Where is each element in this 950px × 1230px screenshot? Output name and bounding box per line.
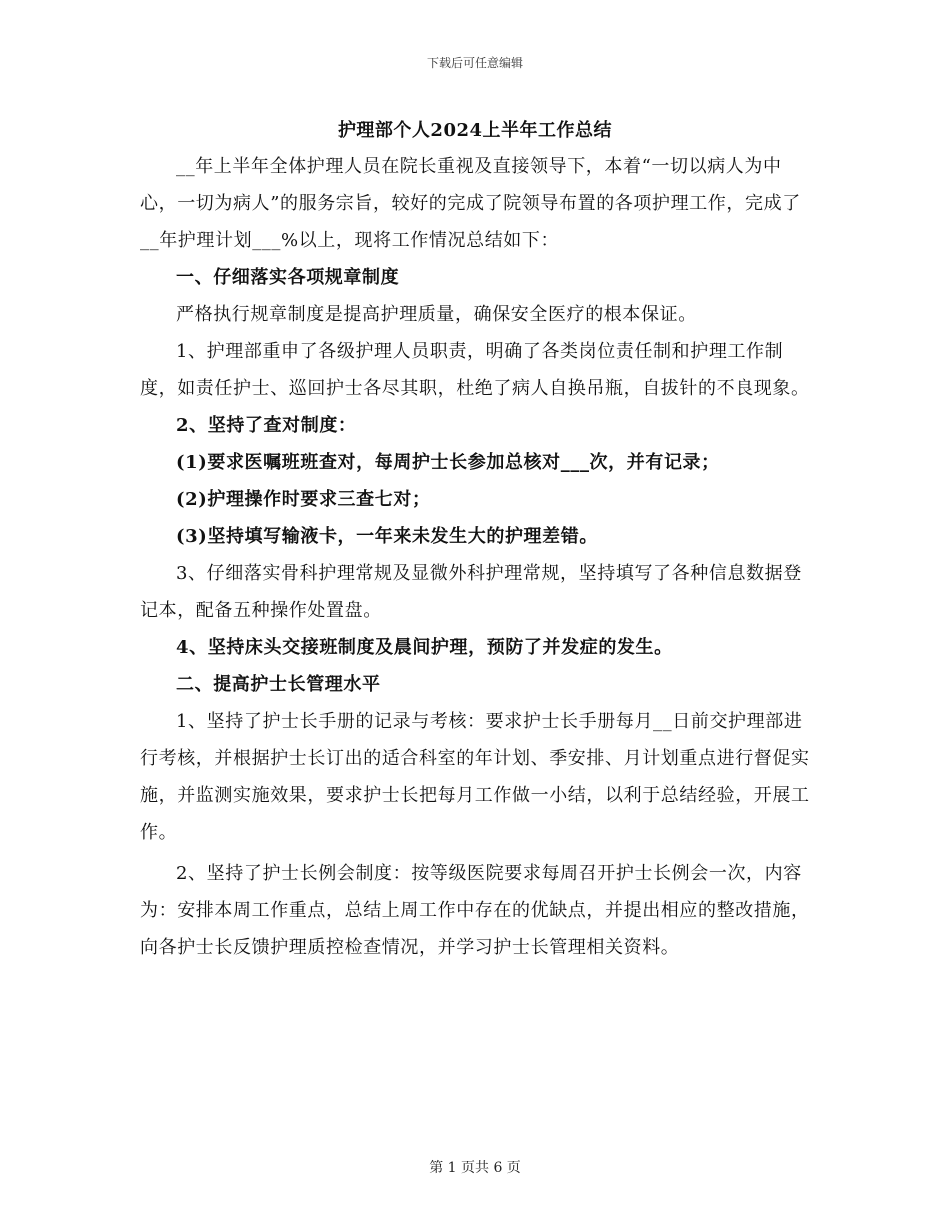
body-paragraph-bold: 4、坚持床头交接班制度及晨间护理，预防了并发症的发生。: [176, 637, 673, 658]
page-header-note: 下载后可任意编辑: [426, 56, 523, 70]
list-item: (2)护理操作时要求三查七对；: [176, 489, 431, 510]
body-paragraph: 1、坚持了护士长手册的记录与考核：要求护士长手册每月__日前交护理部进行考核，并根据护士长订出的适合科室的年计划、季安排、月计划重点进行督促实施，并监测实施效果，要求护士长把每月工作做一小结，以利于总结经验，开展工作。: [140, 711, 810, 843]
body-paragraph: 1、护理部重申了各级护理人员职责，明确了各类岗位责任制和护理工作制度，如责任护士、巡回护士各尽其职，杜绝了病人自换吊瓶，自拔针的不良现象。: [140, 341, 810, 399]
intro-paragraph: __年上半年全体护理人员在院长重视及直接领导下，本着“一切以病人为中心，一切为病人”的服务宗旨，较好的完成了院领导布置的各项护理工作，完成了__年护理计划___%以上，现将工作情况总结如下：: [140, 156, 801, 251]
document-body: [140, 148, 810, 966]
section-heading-1: 一、仔细落实各项规章制度: [176, 267, 400, 288]
page-footer: 第 1 页共 6 页: [429, 1160, 521, 1176]
body-paragraph: 严格执行规章制度是提高护理质量，确保安全医疗的根本保证。: [176, 304, 697, 325]
subheading: 2、坚持了查对制度：: [176, 415, 357, 436]
list-item: (1)要求医嘱班班查对，每周护士长参加总核对___次，并有记录；: [176, 452, 720, 473]
body-paragraph: 2、坚持了护士长例会制度：按等级医院要求每周召开护士长例会一次，内容为：安排本周工作重点，总结上周工作中存在的优缺点，并提出相应的整改措施，向各护士长反馈护理质控检查情况，并学习护士长管理相关资料。: [140, 863, 810, 958]
document-title: 护理部个人2024上半年工作总结: [337, 120, 613, 141]
list-item: (3)坚持填写输液卡，一年来未发生大的护理差错。: [176, 526, 598, 547]
section-heading-2: 二、提高护士长管理水平: [176, 674, 381, 695]
body-paragraph: 3、仔细落实骨科护理常规及显微外科护理常规，坚持填写了各种信息数据登记本，配备五种操作处置盘。: [140, 563, 802, 621]
